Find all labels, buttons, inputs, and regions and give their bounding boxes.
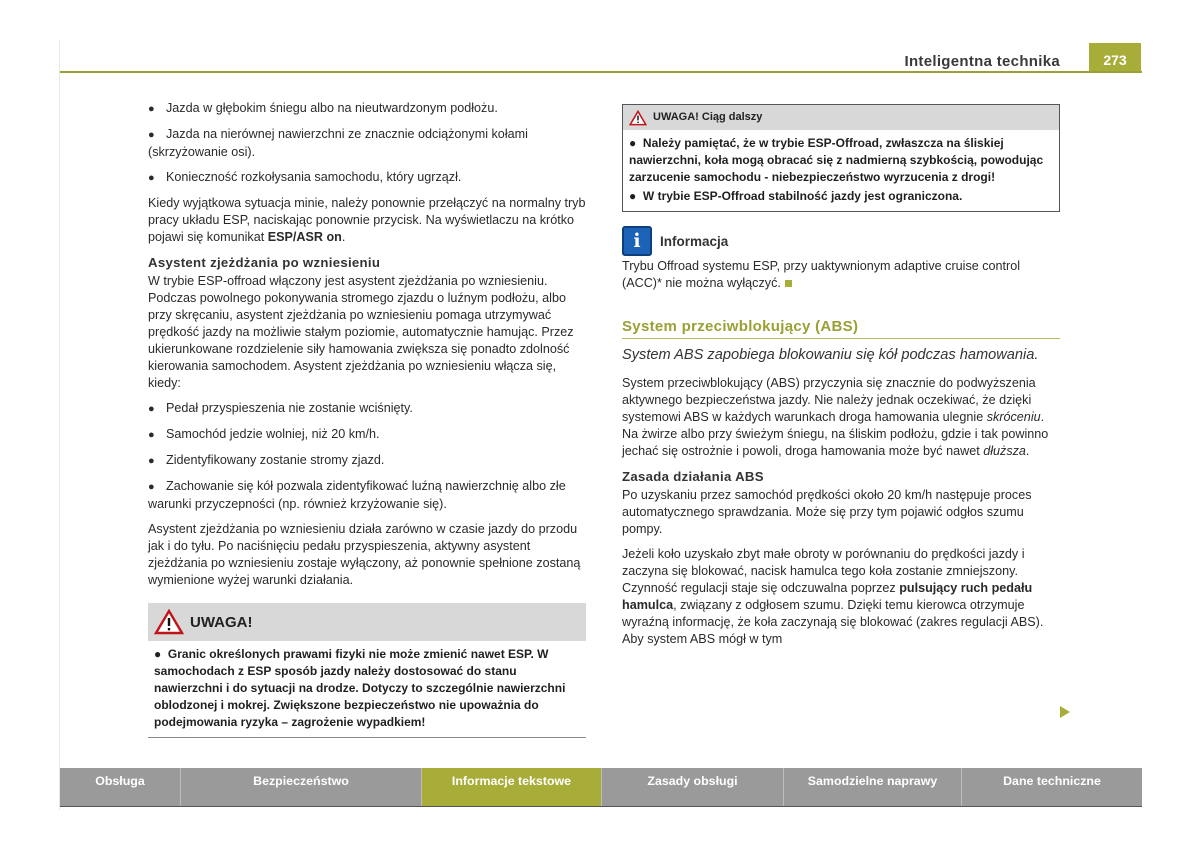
bullet-icon: ● — [148, 129, 155, 141]
list-item: ● Pedał przyspieszenia nie zostanie wciśnięty. — [148, 400, 586, 418]
footer-tab-bezpieczenstwo[interactable]: Bezpieczeństwo — [181, 768, 422, 806]
end-marker-icon — [785, 280, 792, 287]
list-item: ● Zidentyfikowany zostanie stromy zjazd. — [148, 452, 586, 470]
list-item: ● Należy pamiętać, że w trybie ESP-Offroad, zwłaszcza na śliskiej nawierzchni, koła mogą obracać się z nadmierną szybkością, powodując zarzucenie samochodu - niebezpieczeństwo wyrzucenia z drogi! — [629, 136, 1044, 184]
paragraph: Asystent zjeżdżania po wzniesieniu działa zarówno w czasie jazdy do przodu jak i do tyłu. Po naciśnięciu pedału przyspieszenia, aktywny asystent zjeżdżania po wzniesieniu zostaje wyłączony, aż ponownie spełnione zostaną wymienione wyżej warunki działania. — [148, 522, 581, 587]
warning-triangle-icon — [154, 609, 184, 635]
abs-section-title: System przeciwblokujący (ABS) — [622, 318, 1060, 339]
info-header — [622, 226, 1060, 256]
page-margin-line — [59, 40, 60, 810]
paragraph: Po uzyskaniu przez samochód prędkości około 20 km/h następuje proces automatycznego sprawdzania. Może się przy tym pojawić odgłos szumu pompy. — [622, 488, 1032, 536]
display-message: ESP/ASR on — [267, 230, 342, 244]
footer-tab-obsluga[interactable]: Obsługa — [60, 768, 181, 806]
list-item: ● W trybie ESP-Offroad stabilność jazdy jest ograniczona. — [629, 189, 963, 203]
footer-tab-zasady-obslugi[interactable]: Zasady obsługi — [602, 768, 784, 806]
footer-tab-informacje-tekstowe[interactable]: Informacje tekstowe — [422, 768, 602, 806]
paragraph: System przeciwblokujący (ABS) przyczynia się znacznie do podwyższenia aktywnego bezpieczeństwa jazdy. Nie należy jednak oczekiwać, że dzięki systemowi ABS w każdych warunkach droga hamowania ulegnie skróceniu. Na żwirze albo przy świeżym śniegu, na śliskim podłożu, gdzie i tak powinno jechać się ostrożnie i powoli, droga hamowania może być nawet dłuższa. — [622, 376, 1049, 458]
continue-arrow-icon — [1060, 706, 1070, 718]
footer-tab-samodzielne-naprawy[interactable]: Samodzielne naprawy — [784, 768, 962, 806]
subheading: Zasada działania ABS — [622, 469, 764, 484]
footer-rule — [60, 806, 1142, 807]
bullet-icon: ● — [148, 172, 155, 184]
warning-header — [148, 603, 586, 641]
warning-title: UWAGA! Ciąg dalszy — [653, 111, 763, 123]
list-item: ● Jazda w głębokim śniegu albo na nieutwardzonym podłożu. — [148, 100, 586, 118]
bullet-icon: ● — [629, 189, 643, 203]
left-column — [148, 100, 586, 738]
list-item: ● Samochód jedzie wolniej, niż 20 km/h. — [148, 426, 586, 444]
section-title: Inteligentna technika — [904, 53, 1060, 70]
bullet-icon: ● — [148, 455, 155, 467]
paragraph: Kiedy wyjątkowa sytuacja minie, należy ponownie przełączyć na normalny tryb pracy układu ESP, naciskając ponownie przycisk. Na wyświetlaczu na krótko pojawi się komunikat ESP/ASR on. — [148, 196, 586, 244]
warning-body — [623, 130, 1059, 211]
bullet-icon: ● — [148, 403, 155, 415]
bullet-icon: ● — [154, 647, 168, 661]
list-item: ● Konieczność rozkołysania samochodu, który ugrzązł. — [148, 169, 586, 187]
abs-subtitle: System ABS zapobiega blokowaniu się kół podczas hamowania. — [622, 347, 1039, 363]
bullet-icon: ● — [148, 429, 155, 441]
warning-box — [148, 603, 586, 738]
warning-header — [623, 105, 1059, 130]
bullet-icon: ● — [629, 136, 643, 150]
paragraph: Jeżeli koło uzyskało zbyt małe obroty w porównaniu do prędkości jazdy i zaczyna się blokować, nacisk hamulca tego koła zostanie zmniejszony. Czynność regulacji staje się odczuwalna poprzez pulsujący ruch pedału hamulca, związany z odgłosem szumu. Dzięki temu kierowca otrzymuje wyraźną informację, że koła zaczynają się blokować (zakres regulacji ABS). Aby system ABS mógł w tym — [622, 547, 1044, 646]
right-column — [622, 104, 1060, 656]
footer-nav — [60, 768, 1142, 806]
paragraph: W trybie ESP-offroad włączony jest asystent zjeżdżania po wzniesieniu. Podczas powolnego pokonywania stromego zjazdu o luźnym podłożu, albo przy skręcaniu, asystent zjeżdżania po wzniesieniu pomaga utrzymywać prędkość jazdy na możliwie stałym poziomie, automatycznie hamując. Przez ukierunkowane rozdzielenie siły hamowania zwiększa się ponadto zdolność kierowania samochodem. Asystent zjeżdżania po wzniesieniu włącza się, kiedy: — [148, 274, 574, 390]
warning-continued-box — [622, 104, 1060, 212]
info-title: Informacja — [660, 233, 729, 249]
footer-tab-dane-techniczne[interactable]: Dane techniczne — [1003, 774, 1101, 788]
bullet-icon: ● — [148, 103, 155, 115]
info-text: Trybu Offroad systemu ESP, przy uaktywnionym adaptive cruise control (ACC)* nie można wyłączyć. — [622, 259, 1021, 290]
page-number: 273 — [1089, 43, 1141, 73]
warning-triangle-icon — [629, 110, 647, 126]
list-item: ● Jazda na nierównej nawierzchni ze znacznie odciążonymi kołami (skrzyżowanie osi). — [148, 127, 528, 159]
bullet-icon: ● — [148, 481, 155, 493]
subheading: Asystent zjeżdżania po wzniesieniu — [148, 255, 381, 270]
warning-body: ● Granic określonych prawami fizyki nie może zmienić nawet ESP. W samochodach z ESP sposób jazdy należy dostosować do stanu nawierzchni i do sytuacji na drodze. Dotyczy to szczególnie nawierzchni oblodzonej i mokrej. Zwiększone bezpieczeństwo nie upoważnia do podejmowania ryzyka – zagrożenie wypadkiem! — [154, 647, 566, 729]
info-icon: i — [622, 226, 652, 256]
list-item: ● Zachowanie się kół pozwala zidentyfikować luźną nawierzchnię albo złe warunki przyczepności (np. również krzyżowanie się). — [148, 479, 566, 511]
warning-title: UWAGA! — [190, 613, 253, 631]
header-rule — [60, 71, 1142, 73]
